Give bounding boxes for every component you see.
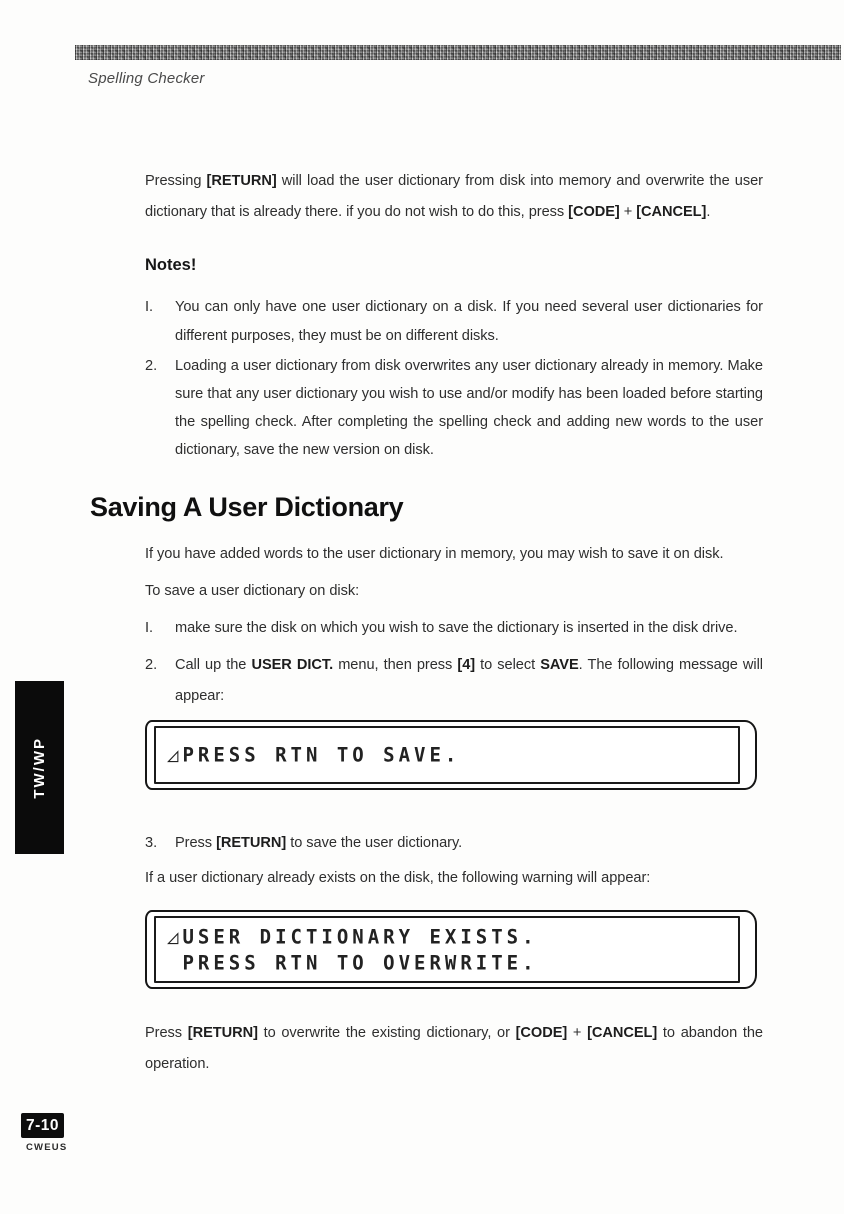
footer-code: CWEUS [26, 1142, 68, 1153]
side-tab-twwp [15, 681, 64, 854]
save-lead-paragraph: To save a user dictionary on disk: [145, 583, 360, 599]
list-number: 3. [145, 835, 158, 851]
intro-paragraph: Pressing [RETURN] will load the user dictionary from disk into memory and overwrite the user dictionary that is already there. if you do not wish to do this, press [CODE] + [CANCEL]. [145, 173, 763, 220]
note-text: You can only have one user dictionary on a disk. If you need several user dictionaries for different purposes, they must be on different disks. [175, 299, 763, 344]
note-text: Loading a user dictionary from disk overwrites any user dictionary already in memory. Make sure that any user dictionary you wish to use and/or modify has been loaded before starting the spelling check. After completing the spelling check and adding new words to the user dictionary, save the new version on disk. [175, 358, 763, 458]
step-text: make sure the disk on which you wish to save the dictionary is inserted in the disk drive. [175, 620, 738, 636]
step-text: Press [RETURN] to save the user dictionary. [175, 835, 463, 851]
warning-intro-paragraph: If a user dictionary already exists on the disk, the following warning will appear: [145, 870, 651, 886]
lcd-screen [154, 726, 740, 784]
list-number: 2. [145, 358, 158, 374]
header-rule-texture [75, 45, 841, 60]
step-item-1 [145, 614, 765, 643]
side-tab-label: TW/WP [31, 736, 48, 799]
note-item-2 [145, 352, 763, 464]
step-text: Call up the USER DICT. menu, then press [4] to select SAVE. The following message will appear: [175, 657, 763, 704]
lcd-text-line: ◿PRESS RTN TO SAVE. [167, 743, 461, 767]
lcd-screen [154, 916, 740, 983]
list-number: I. [145, 620, 154, 636]
list-number: I. [145, 299, 154, 315]
page-number-badge [21, 1113, 64, 1138]
list-number: 2. [145, 657, 158, 673]
note-item-1 [145, 293, 763, 351]
running-header: Spelling Checker [88, 70, 205, 87]
notes-heading: Notes! [145, 256, 197, 274]
outro-paragraph: Press [RETURN] to overwrite the existing dictionary, or [CODE] + [CANCEL] to abandon the operation. [145, 1025, 764, 1072]
lcd-display-overwrite-warning [145, 910, 757, 989]
lcd-display-save-message [145, 720, 757, 790]
step-item-3 [145, 829, 763, 858]
lcd-text-line: PRESS RTN TO OVERWRITE. [167, 950, 538, 975]
lcd-text-line: ◿USER DICTIONARY EXISTS. [167, 924, 538, 949]
section-heading: Saving A User Dictionary [90, 492, 404, 522]
save-intro-paragraph: If you have added words to the user dictionary in memory, you may wish to save it on disk. [145, 546, 724, 562]
page-number: 7-10 [25, 1116, 60, 1134]
step-item-2 [145, 650, 763, 712]
